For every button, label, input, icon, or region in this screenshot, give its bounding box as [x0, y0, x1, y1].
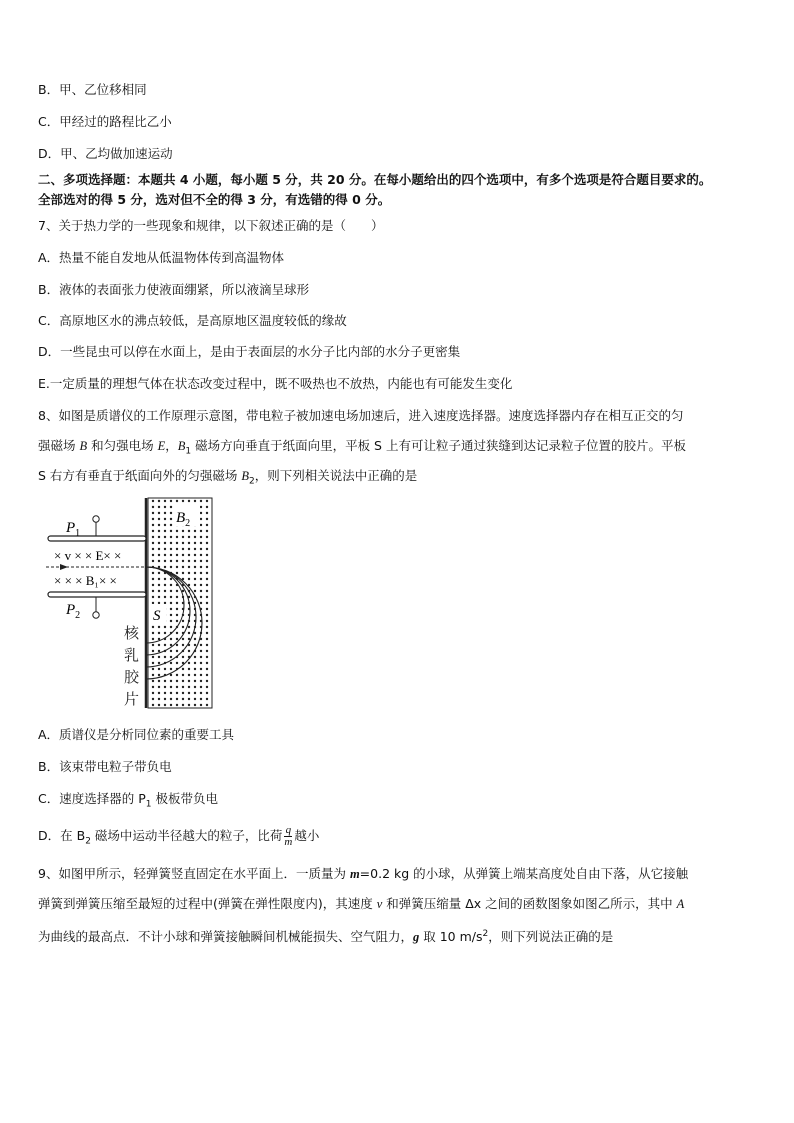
q8-option-c: C．速度选择器的 $P_1$ 极板带负电 [38, 791, 218, 810]
beam-arrow-icon [60, 564, 68, 570]
plate-p1 [48, 536, 146, 541]
p2-label: $P_2$ [66, 602, 81, 621]
q7-option-d: D．一些昆虫可以停在水面上，是由于表面层的水分子比内部的水分子更密集 [38, 344, 461, 359]
plate-p2 [48, 592, 146, 597]
svg-text:胶: 胶 [124, 668, 140, 686]
q8-option-d: D．在 $B_2$ 磁场中运动半径越大的粒子，比荷 $\frac{q}{m}$ 越小 [38, 824, 320, 848]
section2-header-line1: 二、多项选择题：本题共 4 小题，每小题 5 分，共 20 分。在每小题给出的四个选项中，有多个选项是符合题目要求的。 [38, 172, 712, 187]
p1-terminal [93, 516, 99, 522]
b2-label: $B_2$ [176, 510, 191, 529]
q9-stem-line3: 为曲线的最高点．不计小球和弹簧接触瞬间机械能损失、空气阻力，g 取 10 $m/s^2$，则下列说法正确的是 [38, 929, 614, 945]
field-row-1: × v × × E× × [54, 548, 122, 563]
svg-text:片: 片 [124, 690, 140, 708]
svg-text:核: 核 [124, 624, 140, 642]
b2-field-region [148, 498, 212, 708]
q8-stem-line2: 强磁场 B 和匀强电场 E，$B_1$ 磁场方向垂直于纸面向里，平板 S 上有可让粒子通过狭缝到达记录粒子位置的胶片。平板 [38, 438, 686, 457]
q7-option-a: A．热量不能自发地从低温物体传到高温物体 [38, 250, 285, 265]
q8-option-b: B．该束带电粒子带负电 [38, 759, 172, 774]
section2-header-line2: 全部选对的得 5 分，选对但不全的得 3 分，有选错的得 0 分。 [38, 192, 391, 207]
q6-option-d: D．甲、乙均做加速运动 [38, 146, 173, 161]
q6-option-b: B．甲、乙位移相同 [38, 82, 147, 97]
q7-stem: 7、关于热力学的一些现象和规律，以下叙述正确的是（ ） [38, 218, 384, 233]
charge-mass-fraction: $\frac{q}{m}$ [284, 824, 293, 848]
q9-stem-line2: 弹簧到弹簧压缩至最短的过程中(弹簧在弹性限度内)，其速度 v 和弹簧压缩量 Δx 之间的函数图象如图乙所示，其中 A [38, 896, 685, 911]
q8-stem-line3: S 右方有垂直于纸面向外的匀强磁场 $B_2$，则下列相关说法中正确的是 [38, 468, 418, 487]
svg-text:乳: 乳 [124, 646, 140, 664]
q7-option-b: B．液体的表面张力使液面绷紧，所以液滴呈球形 [38, 282, 310, 297]
film-label [124, 624, 140, 708]
q9-stem-line1: 9、如图甲所示，轻弹簧竖直固定在水平面上．一质量为 m=0.2 kg 的小球，从弹簧上端某高度处自由下落，从它接触 [38, 866, 689, 881]
q8-stem-line1: 8、如图是质谱仪的工作原理示意图，带电粒子被加速电场加速后，进入速度选择器。速度选择器内存在相互正交的匀 [38, 408, 684, 423]
q7-option-e: E.一定质量的理想气体在状态改变过程中，既不吸热也不放热，内能也有可能发生变化 [38, 376, 513, 391]
s-label: S [153, 608, 161, 624]
p2-terminal [93, 612, 99, 618]
q8-option-a: A．质谱仪是分析同位素的重要工具 [38, 727, 235, 742]
field-row-2: × × × B₁× × [54, 573, 117, 588]
q6-option-c: C．甲经过的路程比乙小 [38, 114, 172, 129]
p1-label: $P_1$ [66, 520, 81, 539]
q7-option-c: C．高原地区水的沸点较低，是高原地区温度较低的缘故 [38, 313, 347, 328]
mass-spectrometer-figure [42, 492, 217, 710]
